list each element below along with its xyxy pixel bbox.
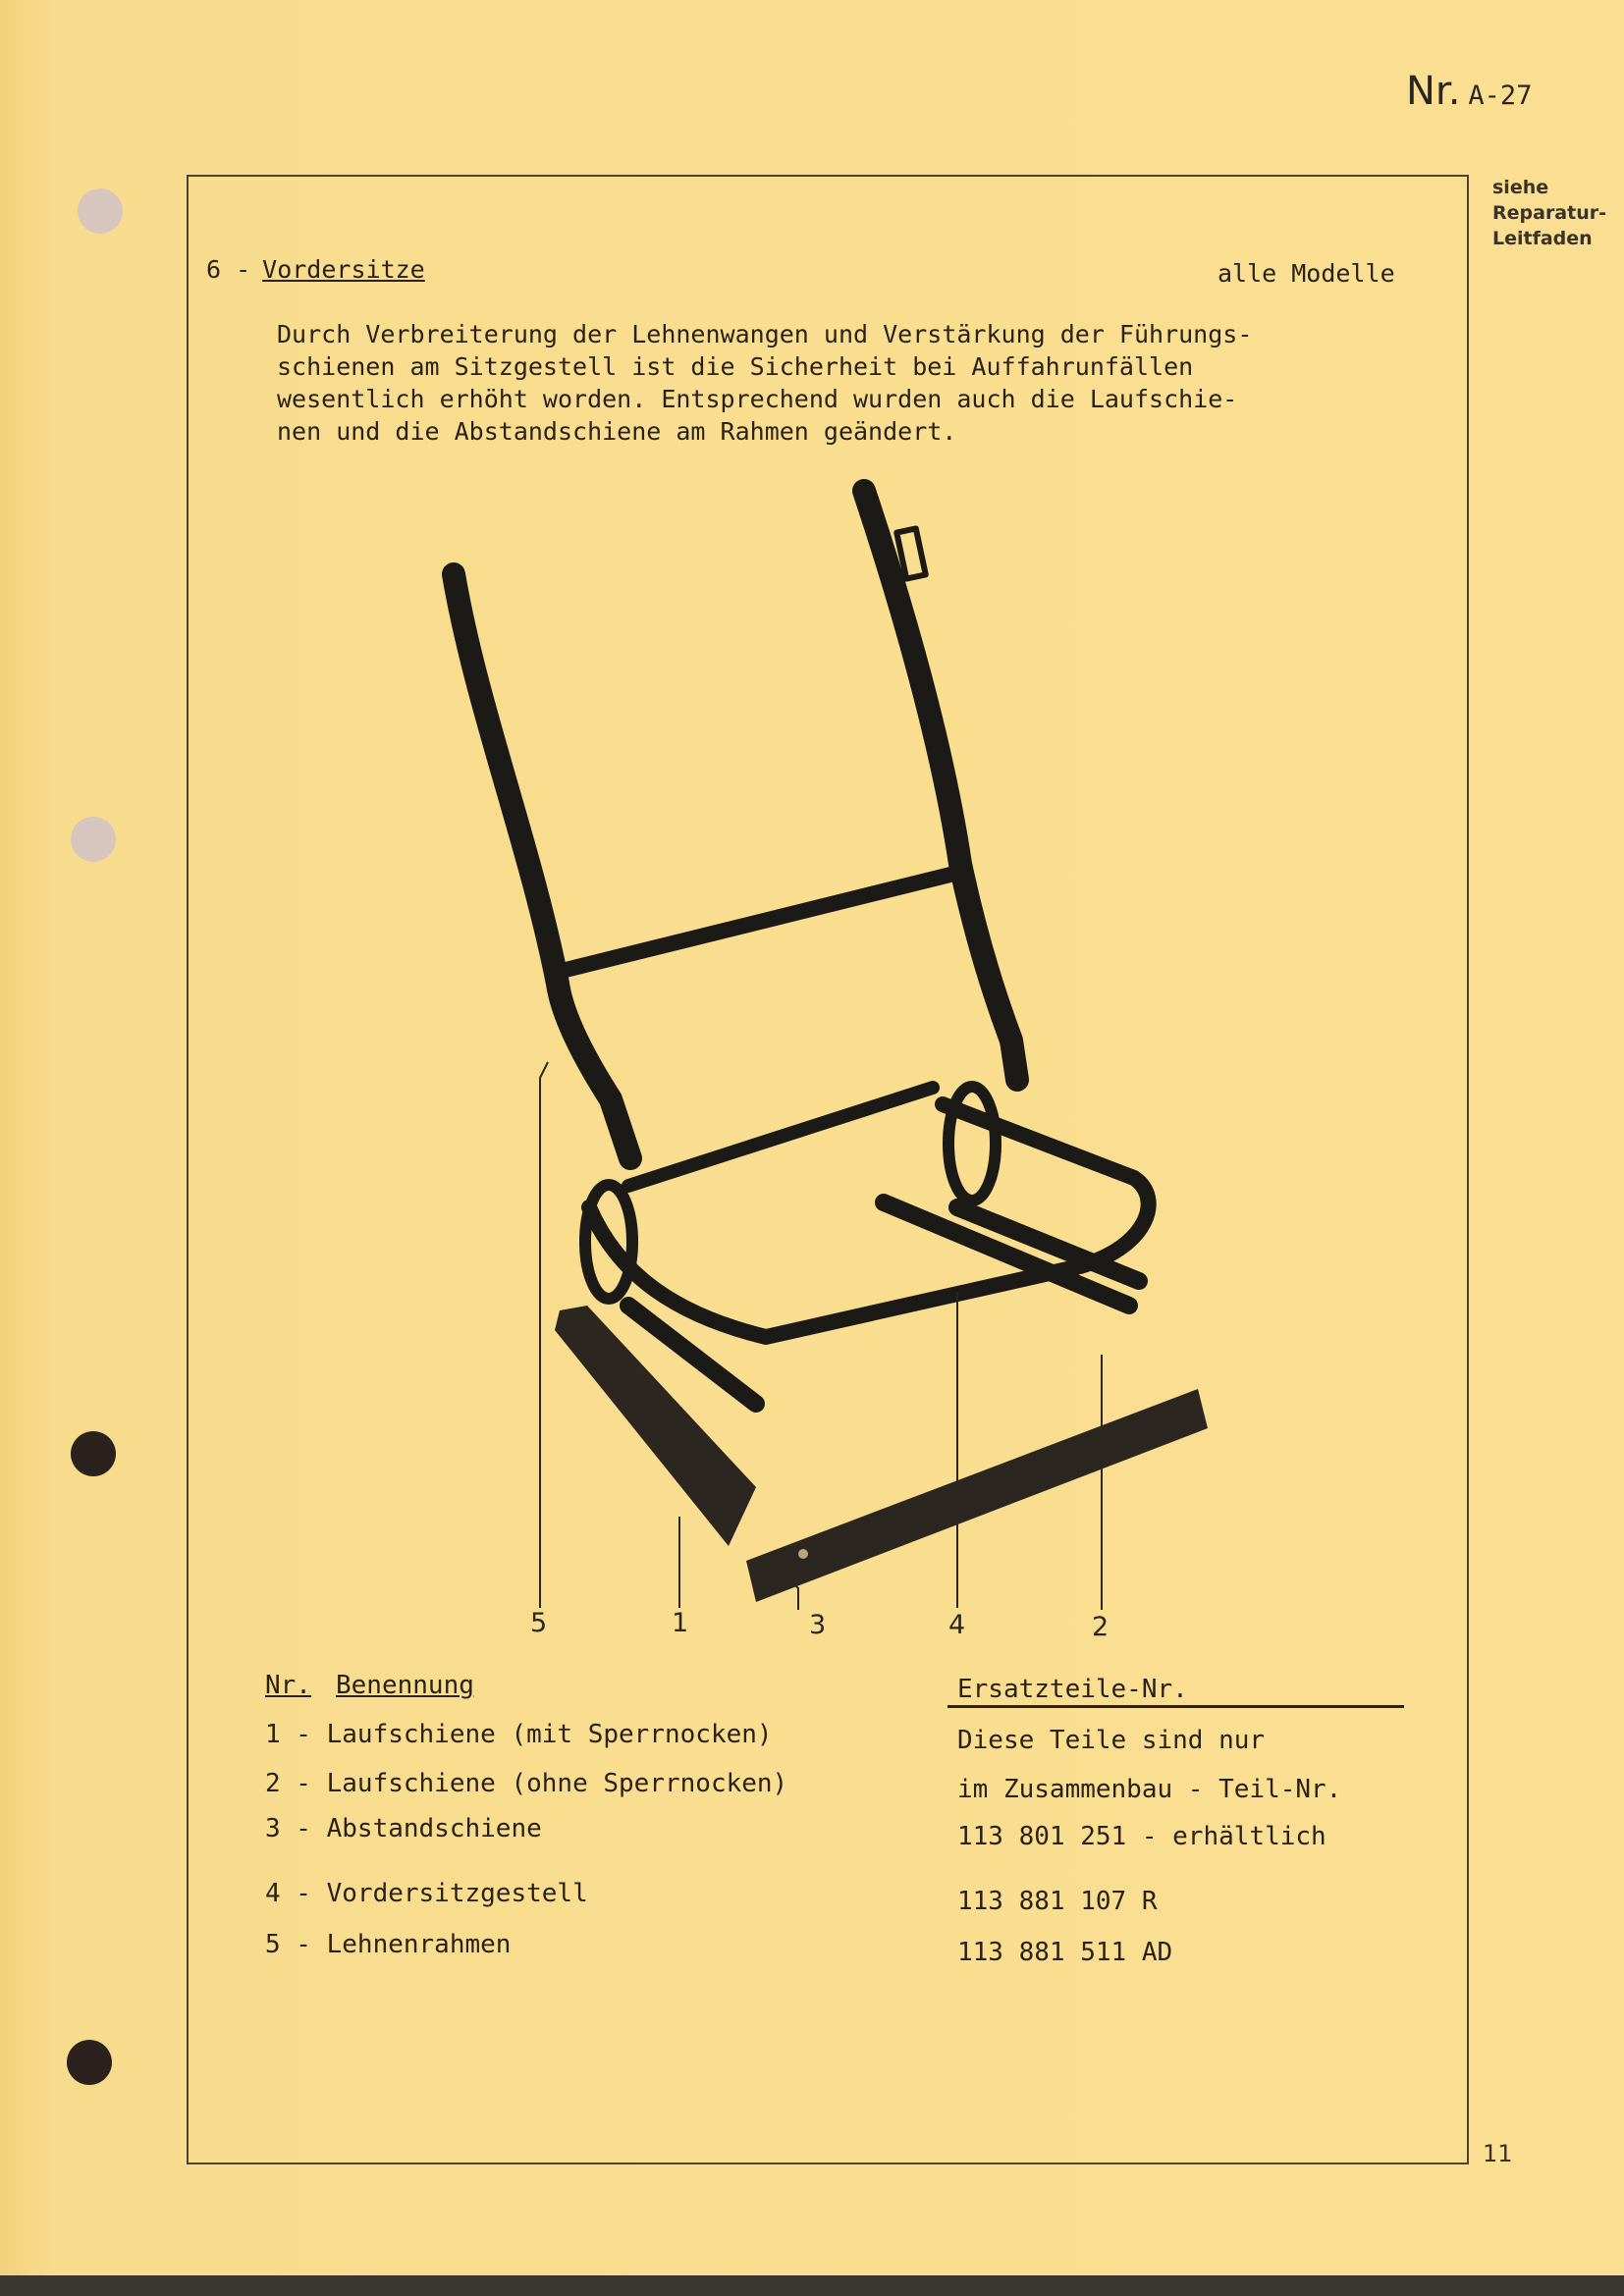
table-row: 1 - Laufschiene (mit Sperrnocken)	[265, 1720, 773, 1749]
callout-label: 3	[809, 1610, 827, 1640]
part-number-cell: Diese Teile sind nur	[957, 1726, 1266, 1755]
table-header-nr: Nr.	[265, 1671, 311, 1700]
side-note-line: siehe	[1492, 177, 1549, 198]
table-divider	[947, 1705, 1404, 1708]
part-number-cell: im Zusammenbau - Teil-Nr.	[957, 1775, 1342, 1804]
table-row: 4 - Vordersitzgestell	[265, 1879, 588, 1908]
part-number-cell: 113 801 251 - erhältlich	[957, 1822, 1326, 1851]
table-row: 2 - Laufschiene (ohne Sperrnocken)	[265, 1769, 788, 1798]
intro-paragraph: Durch Verbreiterung der Lehnenwangen und Verstärkung der Führungs- schienen am Sitzgestell ist die Sicherheit bei Auffahrunfällen wesentlich erhöht worden. Entsprechend wurden auch die Laufschie- nen und die Abstandschiene am Rahmen geändert.	[277, 320, 1253, 446]
part-number-cell: 113 881 511 AD	[957, 1938, 1173, 1967]
callout-label: 2	[1092, 1612, 1110, 1642]
nr-label: Nr.	[1406, 69, 1461, 114]
callout-label: 1	[672, 1608, 689, 1638]
side-note-line: Reparatur-	[1492, 202, 1606, 224]
callout-label: 4	[948, 1610, 966, 1640]
part-number-cell: 113 881 107 R	[957, 1887, 1158, 1916]
callout-label: 5	[530, 1608, 548, 1638]
section-scope: alle Modelle	[1218, 259, 1395, 288]
table-row: 3 - Abstandschiene	[265, 1814, 542, 1843]
table-header-name: Benennung	[336, 1671, 474, 1700]
side-note-line: Leitfaden	[1492, 228, 1593, 249]
nr-code: A-27	[1468, 80, 1533, 111]
section-title: Vordersitze	[262, 255, 425, 284]
punch-hole	[67, 2040, 112, 2085]
section-number: 6 -	[206, 255, 251, 284]
table-row: 5 - Lehnenrahmen	[265, 1930, 512, 1959]
page-number: 11	[1483, 2140, 1513, 2167]
scan-edge	[0, 2275, 1624, 2296]
table-header-part-no: Ersatzteile-Nr.	[957, 1675, 1188, 1704]
